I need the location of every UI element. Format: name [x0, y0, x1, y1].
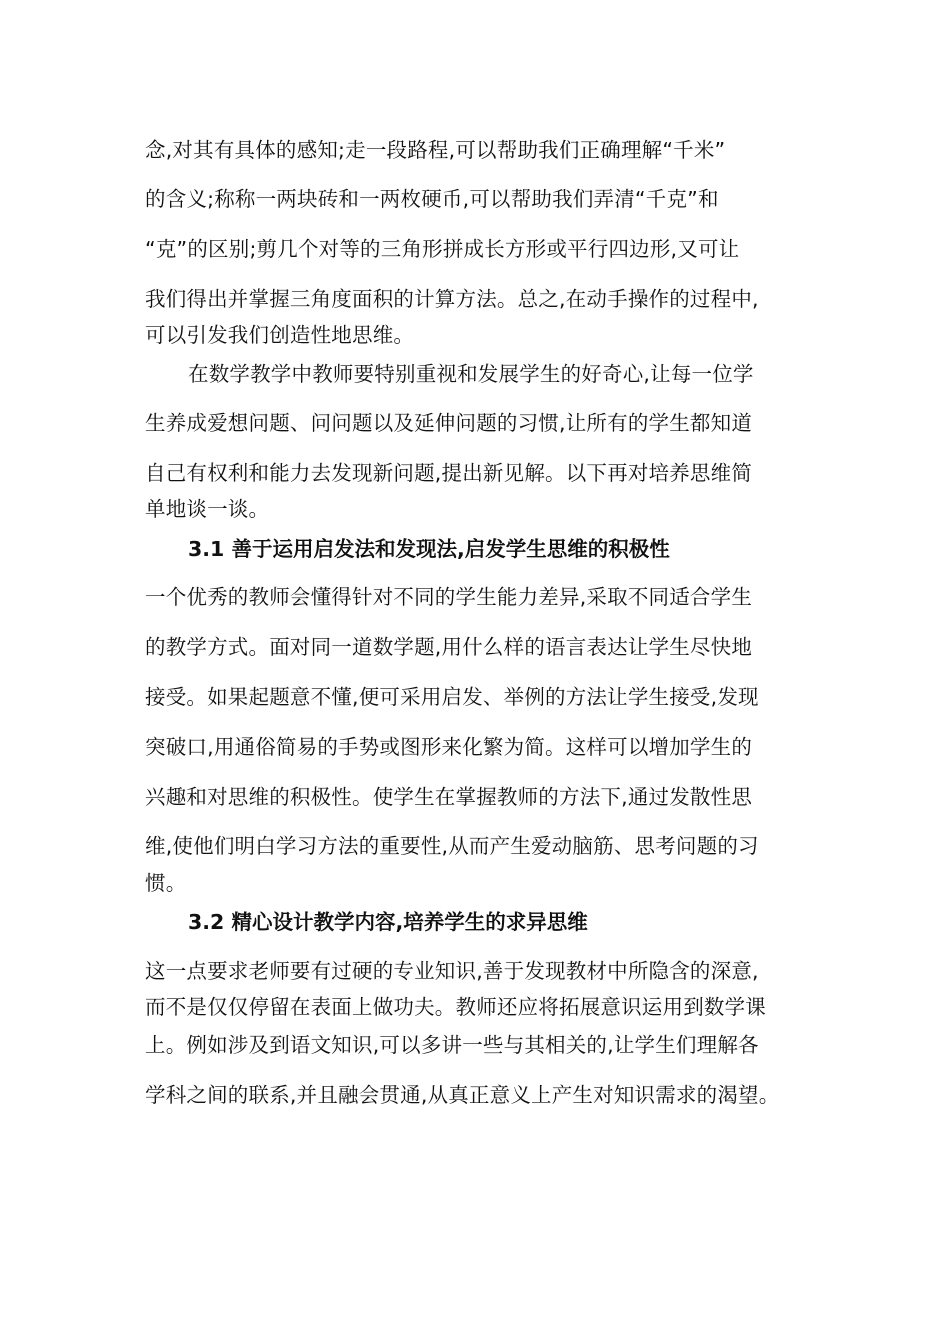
paragraph-line: 单地谈一谈。 [145, 497, 270, 521]
paragraph-line: 在数学教学中教师要特别重视和发展学生的好奇心,让每一位学 [188, 362, 754, 386]
paragraph-line: 生养成爱想问题、问问题以及延伸问题的习惯,让所有的学生都知道 [145, 411, 753, 435]
paragraph-line: 这一点要求老师要有过硬的专业知识,善于发现教材中所隐含的深意, [145, 959, 759, 983]
paragraph-line: 可以引发我们创造性地思维。 [145, 323, 415, 347]
paragraph-line: 突破口,用通俗简易的手势或图形来化繁为简。这样可以增加学生的 [145, 735, 753, 759]
paragraph-line: 我们得出并掌握三角度面积的计算方法。总之,在动手操作的过程中, [145, 287, 759, 311]
paragraph-line: 惯。 [145, 871, 187, 895]
paragraph-line: 一个优秀的教师会懂得针对不同的学生能力差异,采取不同适合学生 [145, 585, 753, 609]
paragraph-line: 念,对其有具体的感知;走一段路程,可以帮助我们正确理解“千米” [145, 138, 726, 162]
paragraph-line: 而不是仅仅停留在表面上做功夫。教师还应将拓展意识运用到数学课 [145, 995, 766, 1019]
paragraph-line: “克”的区别;剪几个对等的三角形拼成长方形或平行四边形,又可让 [145, 237, 740, 261]
paragraph-line: 的含义;称称一两块砖和一两枚硬币,可以帮助我们弄清“千克”和 [145, 187, 719, 211]
section-heading-3-1: 3.1 善于运用启发法和发现法,启发学生思维的积极性 [188, 537, 670, 561]
paragraph-line: 学科之间的联系,并且融会贯通,从真正意义上产生对知识需求的渴望。 [145, 1083, 780, 1107]
paragraph-line: 接受。如果起题意不懂,便可采用启发、举例的方法让学生接受,发现 [145, 685, 759, 709]
paragraph-line: 自己有权利和能力去发现新问题,提出新见解。以下再对培养思维简 [145, 461, 753, 485]
paragraph-line: 的教学方式。面对同一道数学题,用什么样的语言表达让学生尽快地 [145, 635, 753, 659]
paragraph-line: 上。例如涉及到语文知识,可以多讲一些与其相关的,让学生们理解各 [145, 1033, 759, 1057]
section-heading-3-2: 3.2 精心设计教学内容,培养学生的求异思维 [188, 910, 588, 934]
paragraph-line: 兴趣和对思维的积极性。使学生在掌握教师的方法下,通过发散性思 [145, 785, 753, 809]
paragraph-line: 维,使他们明白学习方法的重要性,从而产生爱动脑筋、思考问题的习 [145, 834, 759, 858]
